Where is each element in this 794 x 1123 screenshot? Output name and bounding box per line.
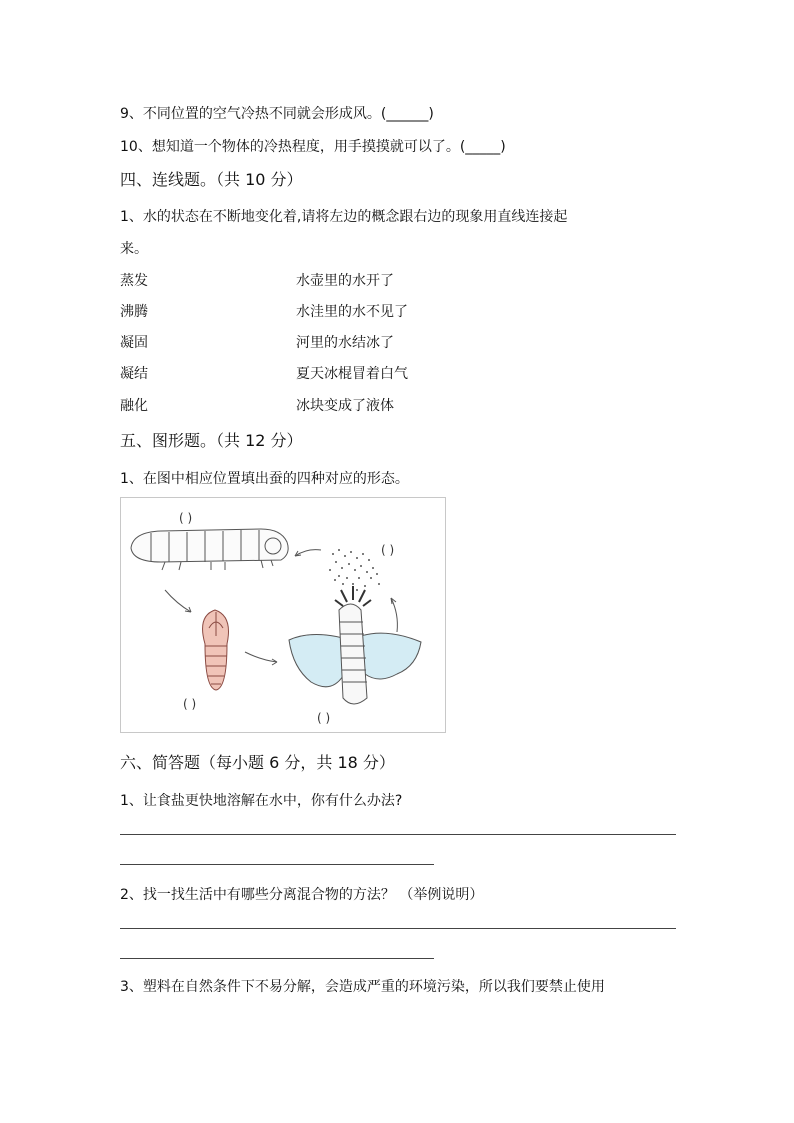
eggs-illustration [329, 549, 380, 591]
matching-question-line-2: 来。 [120, 241, 148, 257]
answer-line[interactable] [120, 834, 676, 835]
section-4-title: 四、连线题。（共 10 分） [120, 170, 303, 189]
phenomenon-5: 冰块变成了液体 [296, 398, 394, 414]
answer-line[interactable] [120, 864, 434, 865]
larva-illustration [131, 529, 288, 570]
concept-melting: 融化 [120, 398, 148, 414]
short-answer-question-2: 2、找一找生活中有哪些分离混合物的方法？ （举例说明） [120, 887, 484, 903]
phenomenon-4: 夏天冰棍冒着白气 [296, 366, 408, 382]
concept-condensation: 凝结 [120, 366, 148, 382]
concept-freezing: 凝固 [120, 335, 148, 351]
section-5-title: 五、图形题。（共 12 分） [120, 431, 303, 450]
moth-illustration [289, 586, 421, 704]
answer-line[interactable] [120, 958, 434, 959]
silkworm-life-cycle-figure [120, 497, 446, 733]
blank-moth: ( ) [317, 711, 331, 725]
blank-pupa: ( ) [183, 697, 197, 711]
matching-question-line-1: 1、水的状态在不断地变化着,请将左边的概念跟右边的现象用直线连接起 [120, 209, 568, 225]
short-answer-question-1: 1、让食盐更快地溶解在水中，你有什么办法? [120, 793, 403, 809]
concept-evaporation: 蒸发 [120, 273, 148, 289]
question-9: 9、不同位置的空气冷热不同就会形成风。(______) [120, 106, 434, 122]
pupa-illustration [203, 610, 229, 690]
short-answer-question-3: 3、塑料在自然条件下不易分解，会造成严重的环境污染，所以我们要禁止使用 [120, 979, 605, 995]
phenomenon-3: 河里的水结冰了 [296, 335, 394, 351]
section-6-title: 六、简答题（每小题 6 分，共 18 分） [120, 753, 395, 772]
blank-egg: ( ) [381, 543, 395, 557]
phenomenon-2: 水洼里的水不见了 [296, 304, 408, 320]
question-10: 10、想知道一个物体的冷热程度，用手摸摸就可以了。(_____) [120, 139, 506, 155]
concept-boiling: 沸腾 [120, 304, 148, 320]
phenomenon-1: 水壶里的水开了 [296, 273, 394, 289]
figure-question: 1、在图中相应位置填出蚕的四种对应的形态。 [120, 471, 409, 487]
blank-larva: ( ) [179, 511, 193, 525]
answer-line[interactable] [120, 928, 676, 929]
